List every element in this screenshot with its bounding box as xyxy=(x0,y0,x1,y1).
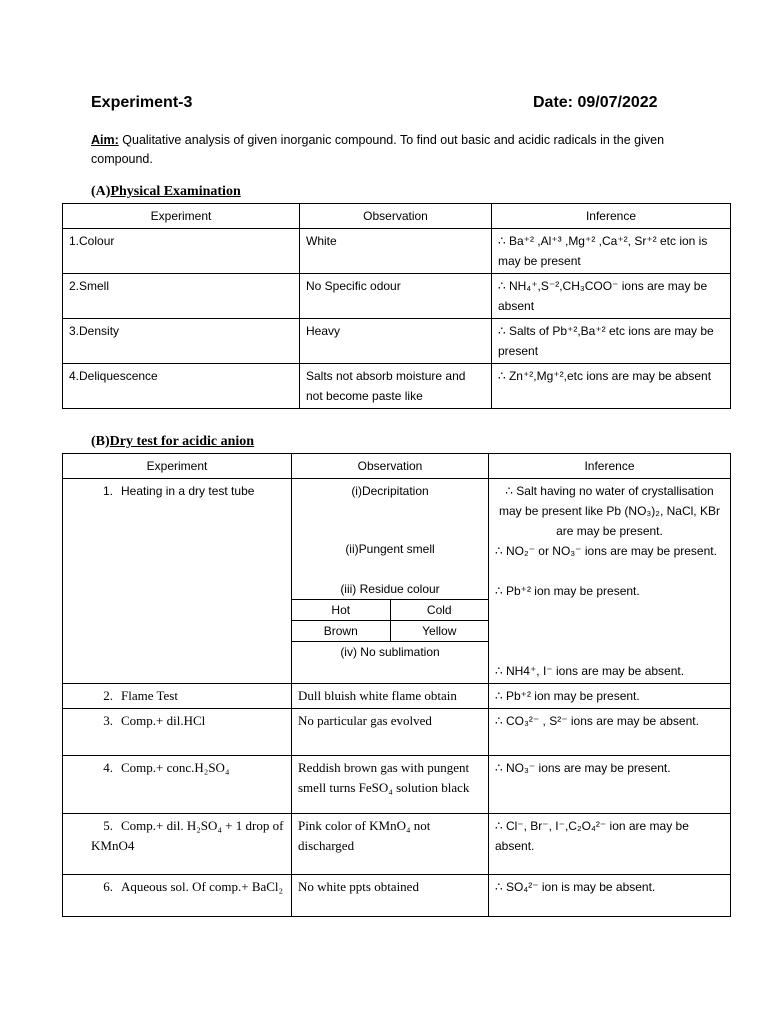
table-row xyxy=(63,479,731,684)
section-a-title: Physical Examination xyxy=(110,184,241,199)
row-number: 6. xyxy=(103,879,113,894)
experiment-cell xyxy=(63,814,292,875)
observation-cell: Dull bluish white flame obtain xyxy=(292,684,489,709)
residue-header-cold: Cold xyxy=(390,600,488,621)
experiment-title: Experiment-3 xyxy=(91,94,193,111)
experiment-text: Comp.+ dil. H₂SO₄ + 1 drop of KMnO4 xyxy=(91,818,284,853)
aim-label: Aim: xyxy=(91,133,119,147)
table-row xyxy=(63,319,731,364)
experiment-cell: 2.Smell xyxy=(63,274,300,319)
inference-nitrite-nitrate: ∴ NO₂⁻ or NO₃⁻ ions are may be present. xyxy=(495,544,717,558)
table-row xyxy=(63,756,731,814)
observation-cell: No white ppts obtained xyxy=(292,875,489,917)
row-number: 3. xyxy=(103,713,113,728)
observation-cell: Salts not absorb moisture and not become paste like xyxy=(300,364,492,409)
header-experiment: Experiment xyxy=(63,204,300,229)
section-a-heading xyxy=(91,184,241,200)
table-header-row xyxy=(63,454,731,479)
table-row xyxy=(63,875,731,917)
header-observation: Observation xyxy=(300,204,492,229)
experiment-cell: 3.Density xyxy=(63,319,300,364)
inference-cell: ∴ Cl⁻, Br⁻, I⁻,C₂O₄²⁻ ion are may be absent. xyxy=(489,814,731,875)
observation-cell: Reddish brown gas with pungent smell turns FeSO₄ solution black xyxy=(292,756,489,814)
obs-residue-colour: (iii) Residue colour xyxy=(340,582,440,596)
row-number: 4. xyxy=(103,760,113,775)
dry-test-table xyxy=(62,453,731,917)
experiment-cell: 1.Colour xyxy=(63,229,300,274)
residue-colour-table xyxy=(292,599,488,662)
aim-text: Qualitative analysis of given inorganic compound. To find out basic and acidic radicals in the given compound. xyxy=(91,133,665,166)
table-row xyxy=(63,274,731,319)
inference-cell: ∴ Ba⁺² ,Al⁺³ ,Mg⁺² ,Ca⁺², Sr⁺² etc ion is may be present xyxy=(492,229,731,274)
experiment-cell xyxy=(63,479,292,684)
inference-cell: ∴ CO₃²⁻ , S²⁻ ions are may be absent. xyxy=(489,709,731,756)
observation-cell: Heavy xyxy=(300,319,492,364)
table-row xyxy=(63,229,731,274)
section-b-title: Dry test for acidic anion xyxy=(109,434,255,449)
inference-cell: ∴ NH₄⁺,S⁻²,CH₃COO⁻ ions are may be absent xyxy=(492,274,731,319)
experiment-text: Aqueous sol. Of comp.+ BaCl₂ xyxy=(121,879,284,894)
inference-cell: ∴ Salts of Pb⁺²,Ba⁺² etc ions are may be present xyxy=(492,319,731,364)
observation-cell: White xyxy=(300,229,492,274)
obs-decripitation: (i)Decripitation xyxy=(351,484,429,498)
inference-cell: ∴ NO₃⁻ ions are may be present. xyxy=(489,756,731,814)
header-inference: Inference xyxy=(489,454,731,479)
table-row xyxy=(63,814,731,875)
table-row xyxy=(63,684,731,709)
section-b-prefix: (B) xyxy=(91,434,110,449)
header-observation: Observation xyxy=(292,454,489,479)
row-number: 1. xyxy=(102,484,113,498)
section-a-prefix: (A) xyxy=(91,184,111,199)
inference-ammonium-iodide: ∴ NH4⁺, I⁻ ions are may be absent. xyxy=(495,664,685,678)
experiment-date: Date: 09/07/2022 xyxy=(533,94,658,111)
inference-cell: ∴ Pb⁺² ion may be present. xyxy=(489,684,731,709)
row-number: 2. xyxy=(103,688,113,703)
obs-no-sublimation: (iv) No sublimation xyxy=(292,642,488,663)
experiment-cell xyxy=(63,684,292,709)
experiment-text: Comp.+ dil.HCl xyxy=(121,713,206,728)
residue-value-cold: Yellow xyxy=(390,621,488,642)
header-inference: Inference xyxy=(492,204,731,229)
observation-cell: No Specific odour xyxy=(300,274,492,319)
experiment-cell xyxy=(63,756,292,814)
table-row xyxy=(63,364,731,409)
obs-pungent-smell: (ii)Pungent smell xyxy=(345,542,435,556)
observation-cell xyxy=(292,479,489,684)
observation-cell: Pink color of KMnO₄ not discharged xyxy=(292,814,489,875)
inference-cell xyxy=(489,479,731,684)
physical-examination-table xyxy=(62,203,731,409)
header-experiment: Experiment xyxy=(63,454,292,479)
experiment-text: Comp.+ conc.H₂SO₄ xyxy=(121,760,230,775)
inference-lead: ∴ Pb⁺² ion may be present. xyxy=(495,584,640,598)
observation-cell: No particular gas evolved xyxy=(292,709,489,756)
table-row xyxy=(63,709,731,756)
residue-value-hot: Brown xyxy=(292,621,390,642)
inference-cell: ∴ SO₄²⁻ ion is may be absent. xyxy=(489,875,731,917)
inference-cell: ∴ Zn⁺²,Mg⁺²,etc ions are may be absent xyxy=(492,364,731,409)
experiment-text: Flame Test xyxy=(121,688,178,703)
section-b-heading xyxy=(91,434,254,450)
experiment-cell xyxy=(63,709,292,756)
table-header-row xyxy=(63,204,731,229)
experiment-cell: 4.Deliquescence xyxy=(63,364,300,409)
row-number: 5. xyxy=(103,818,113,833)
experiment-text: Heating in a dry test tube xyxy=(121,484,255,498)
experiment-cell xyxy=(63,875,292,917)
inference-crystallisation: ∴ Salt having no water of crystallisation may be present like Pb (NO₃)₂, NaCl, KBr are may be present. xyxy=(499,484,720,538)
aim-paragraph xyxy=(91,131,701,169)
residue-header-hot: Hot xyxy=(292,600,390,621)
